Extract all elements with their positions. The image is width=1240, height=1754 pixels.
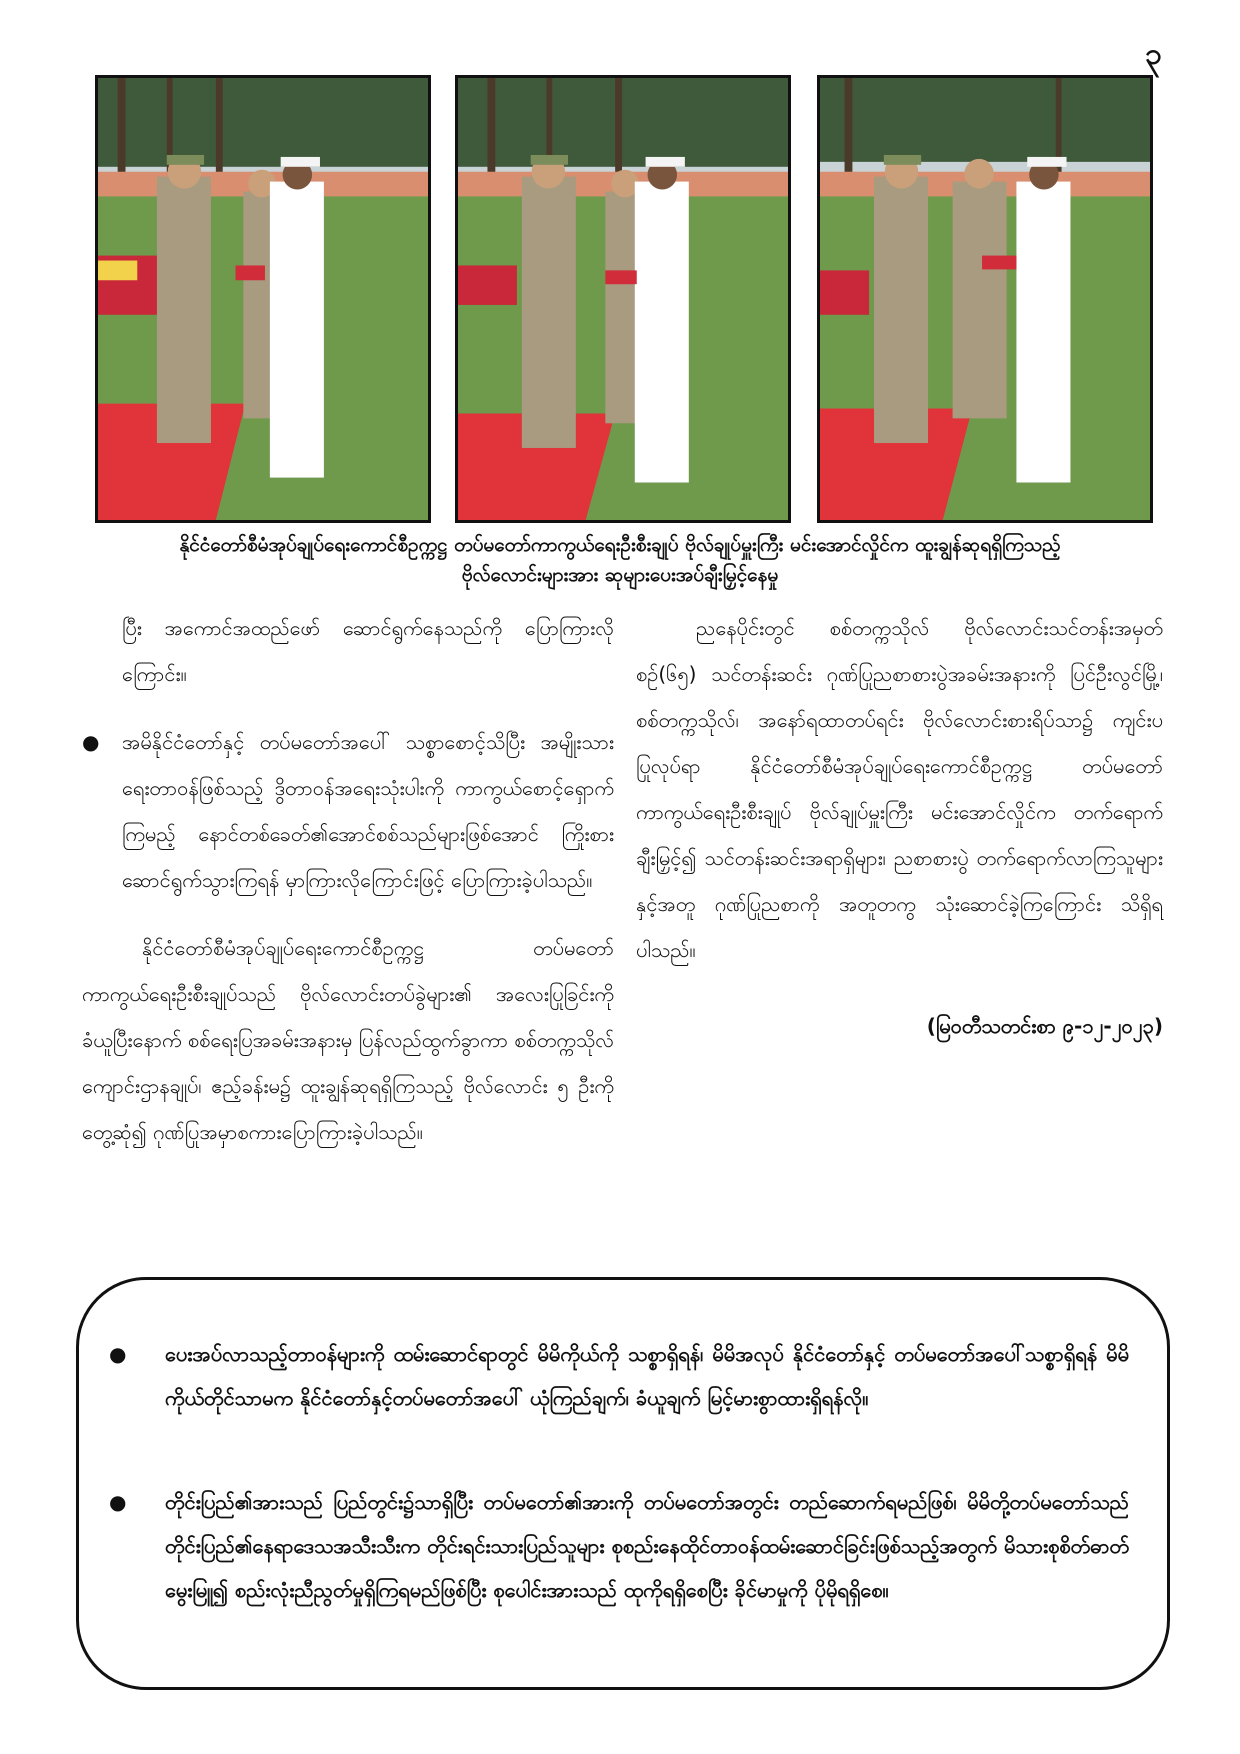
bullet-paragraph: [82, 719, 614, 903]
key-point-text: တိုင်းပြည်၏အားသည် ပြည်တွင်း၌သာရှိပြီး တပ်မတော်၏အားကို တပ်မတော်အတွင်း တည်ဆောက်ရမည်ဖြစ်၊ မိမိတို့တပ်မတော်သည် တိုင်းပြည်၏နေရာဒေသအသီးသီးက တိုင်းရင်းသားပြည်သူများ စုစည်းနေထိုင်တာဝန်ထမ်းဆောင်ခြင်းဖြစ်သည့်အတွက် မိသားစုစိတ်ဓာတ်မွေးမြူ၍ စည်းလုံးညီညွတ်မှုရှိကြရမည်ဖြစ်ပြီး စုပေါင်းအားသည် ထုကိုရရှိစေပြီး ခိုင်မာမှုကို ပိုမိုရရှိစေ။: [165, 1490, 1129, 1602]
bullet-icon: ●: [109, 1490, 127, 1514]
right-column: [636, 605, 1163, 1071]
award-photo-image: [820, 78, 1150, 520]
award-photo: [817, 75, 1153, 523]
source-citation: (မြဝတီသတင်းစာ ၉-၁၂-၂၀၂၃): [926, 1014, 1163, 1038]
body-paragraph: ညနေပိုင်းတွင် စစ်တက္ကသိုလ် ဗိုလ်လောင်းသင်တန်းအမှတ်စဉ်(၆၅) သင်တန်းဆင်း ဂုဏ်ပြုညစာစားပွဲအခမ်းအနားကို ပြင်ဦးလွင်မြို့၊ စစ်တက္ကသိုလ်၊ အနော်ရထာတပ်ရင်း ဗိုလ်လောင်းစားရိပ်သာ၌ ကျင်းပပြုလုပ်ရာ နိုင်ငံတော်စီမံအုပ်ချုပ်ရေးကောင်စီဥက္ကဋ္ဌ တပ်မတော်ကာကွယ်ရေးဦးစီးချုပ် ဗိုလ်ချုပ်မှူးကြီး မင်းအောင်လှိုင်က တက်ရောက်ချီးမြှင့်၍ သင်တန်းဆင်းအရာရှိများ၊ ညစာစားပွဲ တက်ရောက်လာကြသူများနှင့်အတူ ဂုဏ်ပြုညစာကို အတူတကွ သုံးဆောင်ခဲ့ကြကြောင်း သိရှိရပါသည်။: [636, 616, 1163, 962]
caption-line: နိုင်ငံတော်စီမံအုပ်ချုပ်ရေးကောင်စီဥက္ကဋ္ဌ တပ်မတော်ကာကွယ်ရေးဦးစီးချုပ် ဗိုလ်ချုပ်မှူးကြီး မင်းအောင်လှိုင်က ထူးချွန်ဆုရရှိကြသည့်: [179, 534, 1061, 556]
key-point: [109, 1480, 1129, 1612]
left-column: [82, 605, 614, 1177]
caption-line: ဗိုလ်လောင်းများအား ဆုများပေးအပ်ချီးမြှင့်နေမှု: [461, 564, 779, 586]
page-number: ၃: [1145, 37, 1162, 72]
key-point: [109, 1332, 1129, 1420]
continuation-paragraph: ပြီး အကောင်အထည်ဖော် ဆောင်ရွက်နေသည်ကို ပြောကြားလိုကြောင်း။: [122, 616, 614, 686]
bullet-icon: ●: [109, 1342, 127, 1366]
key-points-box: [76, 1277, 1170, 1690]
bullet-text: အမိနိုင်ငံတော်နှင့် တပ်မတော်အပေါ် သစ္စာစောင့်သိပြီး အမျိုးသားရေးတာဝန်ဖြစ်သည့် ဒွိတာဝန်အရေးသုံးပါးကို ကာကွယ်စောင့်ရှောက်ကြမည့် နောင်တစ်ခေတ်၏အောင်စစ်သည်များဖြစ်အောင် ကြိုးစားဆောင်ရွက်သွားကြရန် မှာကြားလိုကြောင်းဖြင့် ပြောကြားခဲ့ပါသည်။: [122, 730, 614, 892]
award-photo: [95, 75, 431, 523]
key-point-text: ပေးအပ်လာသည့်တာဝန်များကို ထမ်းဆောင်ရာတွင် မိမိကိုယ်ကို သစ္စာရှိရန်၊ မိမိအလုပ် နိုင်ငံတော်နှင့် တပ်မတော်အပေါ်သစ္စာရှိရန် မိမိကိုယ်တိုင်သာမက နိုင်ငံတော်နှင့်တပ်မတော်အပေါ် ယုံကြည်ချက်၊ ခံယူချက် မြင့်မားစွာထားရှိရန်လို။: [165, 1342, 1129, 1410]
body-paragraph: နိုင်ငံတော်စီမံအုပ်ချုပ်ရေးကောင်စီဥက္ကဋ္ဌ တပ်မတော်ကာကွယ်ရေးဦးစီးချုပ်သည် ဗိုလ်လောင်းတပ်ခွဲများ၏ အလေးပြုခြင်းကို ခံယူပြီးနောက် စစ်ရေးပြအခမ်းအနားမှ ပြန်လည်ထွက်ခွာကာ စစ်တက္ကသိုလ်ကျောင်းဌာနချုပ်၊ ဧည့်ခန်းမ၌ ထူးချွန်ဆုရရှိကြသည့် ဗိုလ်လောင်း ၅ ဦးကို တွေ့ဆုံ၍ ဂုဏ်ပြုအမှာစကားပြောကြားခဲ့ပါသည်။: [82, 936, 614, 1144]
bullet-icon: ●: [82, 730, 100, 754]
award-photo-image: [98, 78, 428, 520]
award-photo: [455, 75, 791, 523]
photo-caption: [70, 530, 1170, 590]
award-photo-image: [458, 78, 788, 520]
